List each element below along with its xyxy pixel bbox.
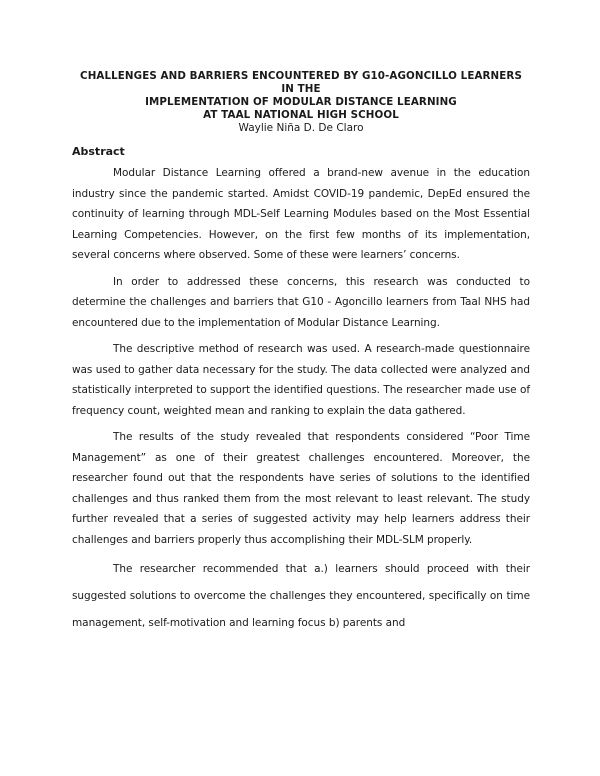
abstract-heading: Abstract <box>72 145 125 158</box>
paper-title-line-3: AT TAAL NATIONAL HIGH SCHOOL <box>203 109 399 121</box>
abstract-paragraph-3: The descriptive method of research was used. A research-made questionnaire was used to gather data necessary for the study. The data collected were analyzed and statistically interpreted to support the identified questions. The researcher made use of frequency count, weighted mean and ranking to explain the data gathered. <box>72 343 530 417</box>
abstract-paragraph-1: Modular Distance Learning offered a brand-new avenue in the education industry since the pandemic started. Amidst COVID-19 pandemic, DepEd ensured the continuity of learning through MDL-Self Learning Modules based on the Most Essential Learning Competencies. However, on the first few months of its implementation, several concerns where observed. Some of these were learners’ concerns. <box>72 167 530 261</box>
author-name: Waylie Niña D. De Claro <box>238 122 364 134</box>
abstract-paragraph-2: In order to addressed these concerns, this research was conducted to determine the challenges and barriers that G10 - Agoncillo learners from Taal NHS had encountered due to the implementation of Modular Distance Learning. <box>72 275 530 329</box>
paper-title-line-2: IMPLEMENTATION OF MODULAR DISTANCE LEARNING <box>145 96 457 108</box>
abstract-paragraph-4: The results of the study revealed that respondents considered “Poor Time Management” as one of their greatest challenges encountered. Moreover, the researcher found out that the respondents have series of solutions to the identified challenges and thus ranked them from the most relevant to least relevant. The study further revealed that a series of suggested activity may help learners address their challenges and barriers properly thus accomplishing their MDL-SLM properly. <box>72 431 530 546</box>
abstract-paragraph-5: The researcher recommended that a.) learners should proceed with their suggested solutions to overcome the challenges they encountered, specifically on time management, self-motivation and learning focus b) parents and <box>72 563 530 629</box>
paper-title-line-1: CHALLENGES AND BARRIERS ENCOUNTERED BY G10-AGONCILLO LEARNERS IN THE <box>80 70 522 95</box>
